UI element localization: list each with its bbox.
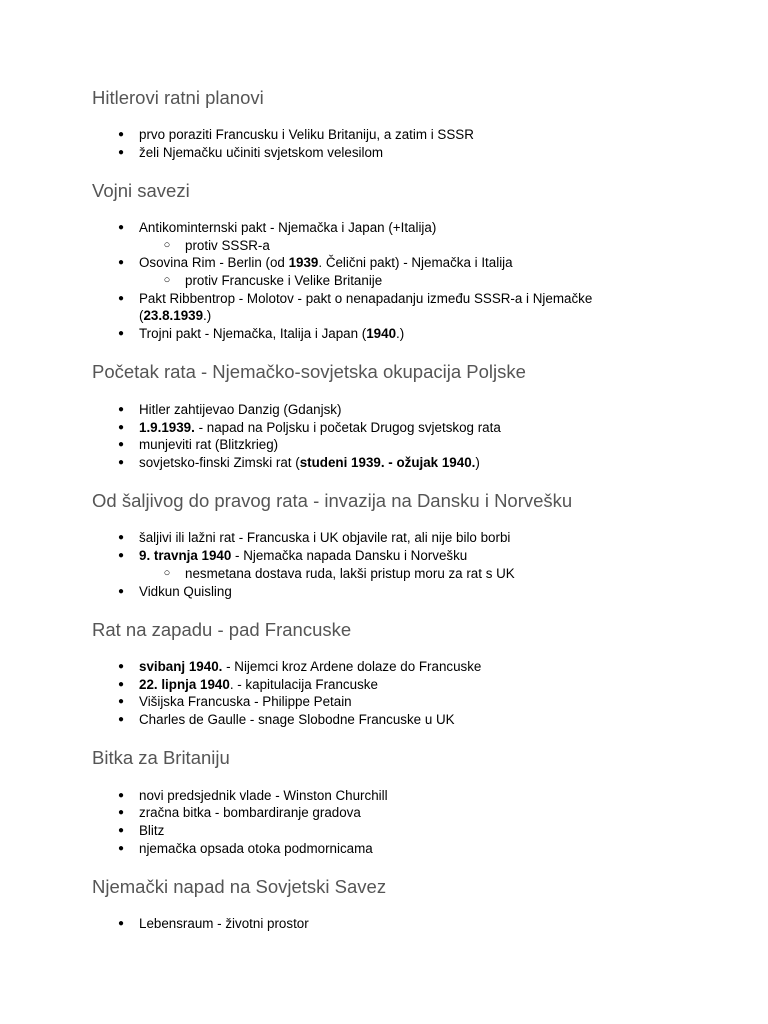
text-run: .) (396, 326, 405, 341)
bullet-icon: ● (117, 843, 125, 854)
section-heading: Rat na zapadu - pad Francuske (92, 619, 352, 640)
list-item-text: želi Njemačku učiniti svjetskom velesilom (139, 145, 384, 160)
list-item-text: protiv SSSR-a (185, 238, 270, 253)
bullet-icon: ● (117, 439, 125, 450)
date-bold: 1.9.1939. (139, 420, 195, 435)
date-bold: 9. travnja 1940 (139, 548, 232, 563)
list-item-text: Vidkun Quisling (139, 584, 232, 599)
bullet-icon: ● (117, 293, 125, 304)
list-item (117, 693, 352, 710)
list-item-text: Charles de Gaulle - snage Slobodne Francuske u UK (139, 712, 455, 727)
text-run: .) (203, 308, 212, 323)
bullet-icon: ● (117, 661, 125, 672)
section-heading: Bitka za Britaniju (92, 747, 230, 768)
bullet-icon: ● (117, 404, 125, 415)
bullet-icon: ● (117, 550, 125, 561)
hollow-bullet-icon: ○ (163, 239, 171, 251)
list-item (117, 454, 480, 471)
list-item (117, 658, 482, 675)
list-item (117, 126, 474, 143)
date-bold: 1939 (288, 255, 319, 270)
sub-list-item (163, 565, 515, 582)
section-heading: Početak rata - Njemačko-sovjetska okupacija Poljske (92, 361, 526, 382)
list-item-text: nesmetana dostava ruda, lakši pristup moru za rat s UK (185, 566, 515, 581)
text-run: - napad na Poljsku i početak Drugog svjetskog rata (194, 420, 501, 435)
list-item (117, 290, 593, 307)
list-item-text: protiv Francuske i Velike Britanije (185, 273, 383, 288)
date-bold: 1940 (366, 326, 397, 341)
text-run: Osovina Rim - Berlin (od (139, 255, 289, 270)
list-item (117, 915, 309, 932)
list-item (117, 219, 437, 236)
bullet-icon: ● (117, 790, 125, 801)
bullet-icon: ● (117, 714, 125, 725)
bullet-icon: ● (117, 825, 125, 836)
bullet-icon: ● (117, 586, 125, 597)
list-item (117, 676, 378, 693)
text-run: - Njemačka napada Dansku i Norvešku (231, 548, 468, 563)
section-heading: Hitlerovi ratni planovi (92, 87, 264, 108)
list-item-text: Antikominternski pakt - Njemačka i Japan (+Italija) (139, 220, 437, 235)
list-item (117, 583, 232, 600)
text-run: ( (139, 308, 144, 323)
bullet-icon: ● (117, 328, 125, 339)
list-item-continuation (139, 307, 211, 324)
list-item-text: Hitler zahtijevao Danzig (Gdanjsk) (139, 402, 342, 417)
list-item (117, 254, 513, 271)
list-item-text: prvo poraziti Francusku i Veliku Britaniju, a zatim i SSSR (139, 127, 474, 142)
bullet-icon: ● (117, 457, 125, 468)
list-item (117, 144, 384, 161)
text-run: ) (475, 455, 480, 470)
list-item-text: Blitz (139, 823, 165, 838)
text-run: Trojni pakt - Njemačka, Italija i Japan ( (139, 326, 367, 341)
bullet-icon: ● (117, 679, 125, 690)
bullet-icon: ● (117, 918, 125, 929)
list-item-text: novi predsjednik vlade - Winston Churchill (139, 788, 388, 803)
list-item (117, 711, 455, 728)
list-item (117, 804, 361, 821)
text-run: - Nijemci kroz Ardene dolaze do Francuske (222, 659, 482, 674)
bullet-icon: ● (117, 807, 125, 818)
section-heading: Od šaljivog do pravog rata - invazija na Dansku i Norvešku (92, 490, 573, 511)
text-run: . - kapitulacija Francuske (229, 677, 378, 692)
list-item (117, 822, 165, 839)
bullet-icon: ● (117, 532, 125, 543)
list-item (117, 547, 468, 564)
list-item-text: Pakt Ribbentrop - Molotov - pakt o nenapadanju između SSSR-a i Njemačke (139, 291, 593, 306)
list-item (117, 436, 279, 453)
list-item-text: šaljivi ili lažni rat - Francuska i UK objavile rat, ali nije bilo borbi (139, 530, 511, 545)
bullet-icon: ● (117, 422, 125, 433)
list-item (117, 401, 342, 418)
list-item (117, 529, 511, 546)
list-item (117, 325, 405, 342)
hollow-bullet-icon: ○ (163, 567, 171, 579)
list-item-text: njemačka opsada otoka podmornicama (139, 841, 373, 856)
sub-list-item (163, 237, 270, 254)
list-item-text: Lebensraum - životni prostor (139, 916, 309, 931)
section-heading: Vojni savezi (92, 180, 190, 201)
bullet-icon: ● (117, 696, 125, 707)
bullet-icon: ● (117, 129, 125, 140)
list-item-text: Višijska Francuska - Philippe Petain (139, 694, 352, 709)
list-item (117, 787, 388, 804)
bullet-icon: ● (117, 257, 125, 268)
date-bold: svibanj 1940. (139, 659, 223, 674)
list-item (117, 840, 373, 857)
bullet-icon: ● (117, 147, 125, 158)
date-bold: studeni 1939. - ožujak 1940. (299, 455, 476, 470)
list-item-text: munjeviti rat (Blitzkrieg) (139, 437, 279, 452)
date-bold: 22. lipnja 1940 (139, 677, 230, 692)
bullet-icon: ● (117, 222, 125, 233)
hollow-bullet-icon: ○ (163, 274, 171, 286)
sub-list-item (163, 272, 383, 289)
date-bold: 23.8.1939 (143, 308, 204, 323)
text-run: sovjetsko-finski Zimski rat ( (139, 455, 300, 470)
section-heading: Njemački napad na Sovjetski Savez (92, 876, 387, 897)
list-item-text: zračna bitka - bombardiranje gradova (139, 805, 361, 820)
list-item (117, 419, 501, 436)
text-run: . Čelični pakt) - Njemačka i Italija (318, 255, 513, 270)
